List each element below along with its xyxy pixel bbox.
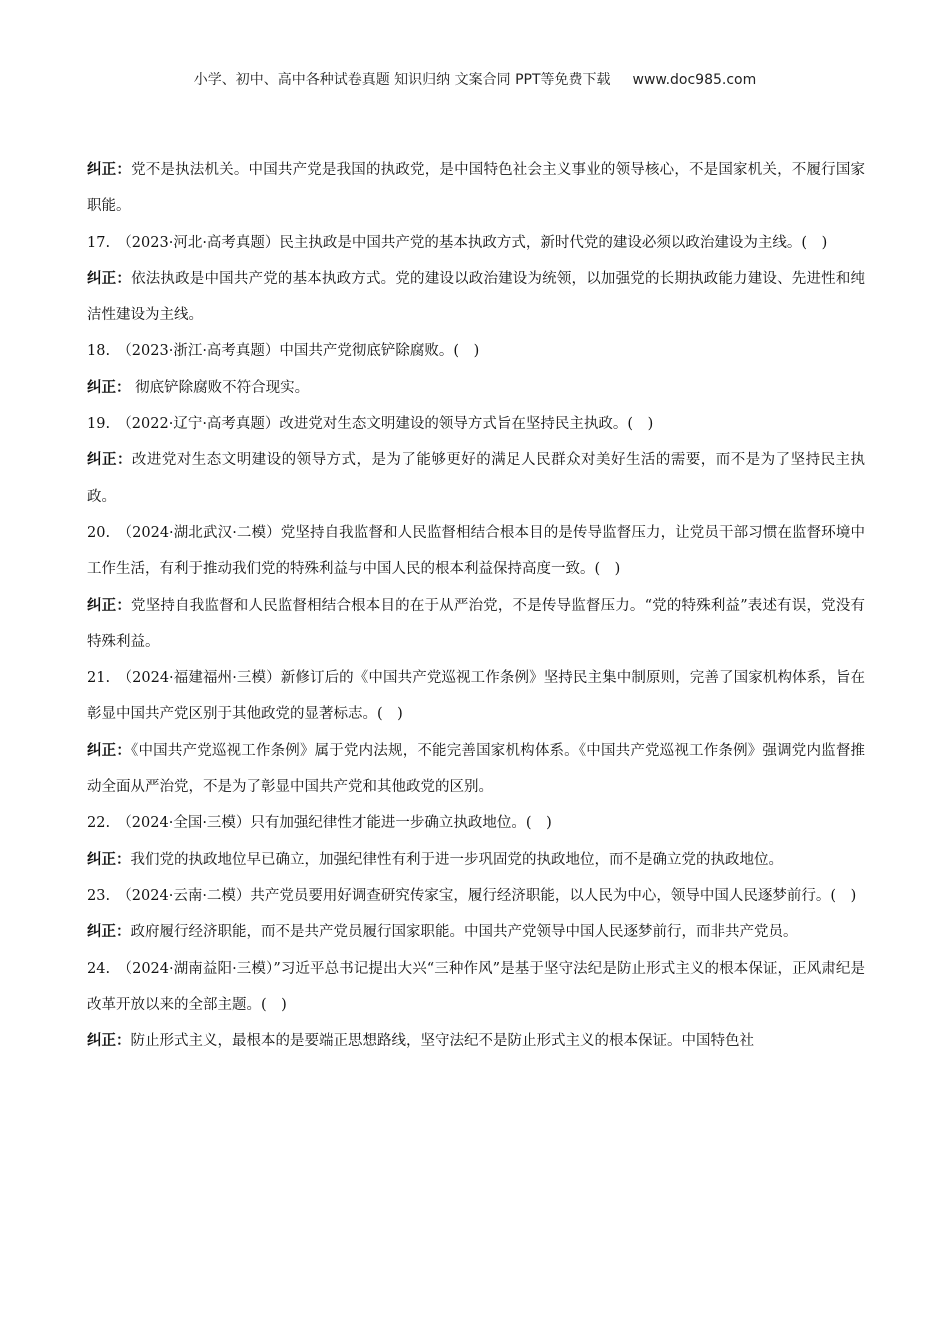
header-site-link[interactable]: www.doc985.com [632, 72, 757, 88]
question-paragraph [87, 406, 865, 442]
correction-label: 纠正： [87, 378, 131, 396]
question-paragraph [87, 515, 865, 588]
question-paragraph [87, 951, 865, 1024]
correction-label: 纠正： [87, 1032, 131, 1050]
question-paragraph [87, 660, 865, 733]
correction-text: 《中国共产党巡视工作条例》属于党内法规，不能完善国家机构体系。《中国共产党巡视工作条例》强调党内监督推动全面从严治党，不是为了彰显中国共产党和其他政党的区别。 [87, 742, 866, 796]
question-text: 18. （2023·浙江·高考真题）中国共产党彻底铲除腐败。( ) [87, 343, 480, 360]
question-text: 22. （2024·全国·三模）只有加强纪律性才能进一步确立执政地位。( ) [87, 815, 552, 832]
correction-paragraph [87, 842, 865, 878]
correction-text: 政府履行经济职能，而不是共产党员履行国家职能。中国共产党领导中国人民逐梦前行，而非共产党员。 [130, 924, 798, 941]
question-text: 24. （2024·湖南益阳·三模）”习近平总书记提出大兴“三种作风”是基于坚守法纪是防止形式主义的根本保证，正风肃纪是改革开放以来的全部主题。( ) [87, 960, 865, 1013]
correction-paragraph [87, 914, 865, 950]
question-text: 19. （2022·辽宁·高考真题）改进党对生态文明建设的领导方式旨在坚持民主执政。( ) [87, 416, 654, 433]
page-header [0, 69, 950, 89]
correction-paragraph [87, 1023, 865, 1059]
correction-paragraph [87, 588, 865, 661]
correction-text: 改进党对生态文明建设的领导方式，是为了能够更好的满足人民群众对美好生活的需要，而不是为了坚持民主执政。 [87, 452, 866, 505]
correction-text: 彻底铲除腐败不符合现实。 [130, 379, 310, 396]
question-text: 20. （2024·湖北武汉·二模）党坚持自我监督和人民监督相结合根本目的是传导监督压力，让党员干部习惯在监督环境中工作生活，有利于推动我们党的特殊利益与中国人民的根本利益保持高度一致。( ) [87, 524, 865, 578]
correction-text: 党坚持自我监督和人民监督相结合根本目的在于从严治党，不是传导监督压力。“党的特殊利益”表述有误，党没有特殊利益。 [87, 597, 866, 650]
correction-paragraph [87, 733, 865, 806]
correction-paragraph [87, 442, 865, 515]
header-text: 小学、初中、高中各种试卷真题 知识归纳 文案合同 PPT等免费下载 [193, 72, 611, 88]
correction-paragraph [87, 370, 865, 406]
document-body [87, 152, 865, 1059]
question-text: 17. （2023·河北·高考真题）民主执政是中国共产党的基本执政方式，新时代党的建设必须以政治建设为主线。( ) [87, 234, 828, 251]
question-paragraph [87, 805, 865, 841]
correction-label: 纠正： [87, 850, 131, 868]
question-paragraph [87, 225, 865, 261]
question-text: 23. （2024·云南·二模）共产党员要用好调查研究传家宝，履行经济职能，以人民为中心，领导中国人民逐梦前行。( ) [87, 887, 857, 904]
correction-label: 纠正： [87, 923, 131, 941]
correction-text: 防止形式主义，最根本的是要端正思想路线，坚守法纪不是防止形式主义的根本保证。中国特色社 [130, 1033, 754, 1050]
correction-paragraph [87, 261, 865, 334]
correction-label: 纠正： [87, 451, 132, 469]
correction-label: 纠正： [87, 596, 132, 614]
question-paragraph [87, 333, 865, 369]
correction-label: 纠正： [87, 269, 132, 287]
correction-label: 纠正： [87, 161, 132, 178]
question-text: 21. （2024·福建福州·三模）新修订后的《中国共产党巡视工作条例》坚持民主集中制原则，完善了国家机构体系，旨在彰显中国共产党区别于其他政党的显著标志。( ) [87, 670, 865, 723]
correction-paragraph [87, 152, 865, 225]
correction-label: 纠正： [87, 741, 132, 759]
correction-text: 我们党的执政地位早已确立，加强纪律性有利于进一步巩固党的执政地位，而不是确立党的执政地位。 [130, 851, 783, 868]
correction-text: 党不是执法机关。中国共产党是我国的执政党，是中国特色社会主义事业的领导核心，不是国家机关，不履行国家职能。 [87, 162, 866, 215]
correction-text: 依法执政是中国共产党的基本执政方式。党的建设以政治建设为统领，以加强党的长期执政能力建设、先进性和纯洁性建设为主线。 [87, 270, 866, 324]
question-paragraph [87, 878, 865, 914]
